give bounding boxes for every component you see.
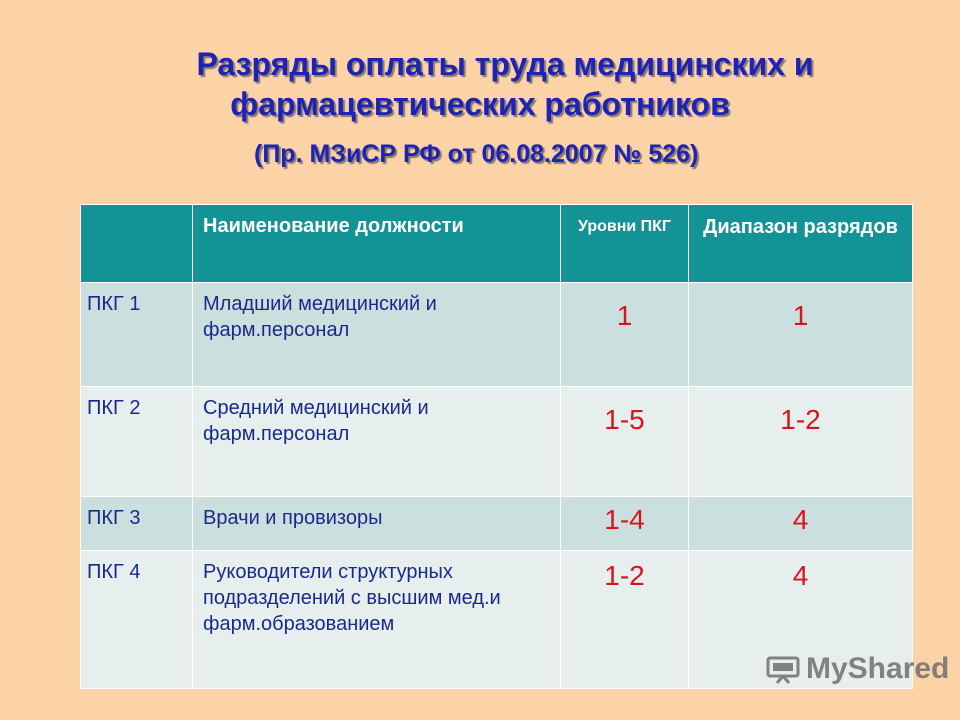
row-label: ПКГ 2: [81, 387, 193, 497]
watermark-text: MyShared: [806, 652, 950, 685]
row-range: 1-2: [689, 387, 913, 497]
row-range: 1: [689, 283, 913, 387]
row-label: ПКГ 3: [81, 497, 193, 551]
slide-subtitle: (Пр. МЗиСР РФ от 06.08.2007 № 526): [254, 140, 699, 168]
table-header-row: [81, 205, 913, 283]
header-levels: Уровни ПКГ: [561, 205, 689, 283]
header-empty: [81, 205, 193, 283]
row-position: Средний медицинский и фарм.персонал: [193, 387, 561, 497]
title-line-2: фармацевтических работников: [230, 86, 730, 122]
grades-table: [80, 204, 913, 689]
row-position: Руководители структурных подразделений с высшим мед.и фарм.образованием: [193, 551, 561, 689]
row-range: 4: [689, 551, 913, 689]
table-row: [81, 497, 913, 551]
row-position: Врачи и провизоры: [193, 497, 561, 551]
row-label: ПКГ 4: [81, 551, 193, 689]
slide-title: [0, 44, 960, 124]
row-levels: 1-5: [561, 387, 689, 497]
row-levels: 1: [561, 283, 689, 387]
table-row: [81, 283, 913, 387]
table-row: [81, 387, 913, 497]
row-label: ПКГ 1: [81, 283, 193, 387]
header-position: Наименование должности: [193, 205, 561, 283]
row-levels: 1-2: [561, 551, 689, 689]
watermark: [766, 652, 949, 686]
presentation-icon: [766, 654, 800, 684]
row-range: 4: [689, 497, 913, 551]
title-line-1: Разряды оплаты труда медицинских и: [196, 46, 814, 82]
header-range: Диапазон разрядов: [689, 205, 913, 283]
row-levels: 1-4: [561, 497, 689, 551]
row-position: Младший медицинский и фарм.персонал: [193, 283, 561, 387]
